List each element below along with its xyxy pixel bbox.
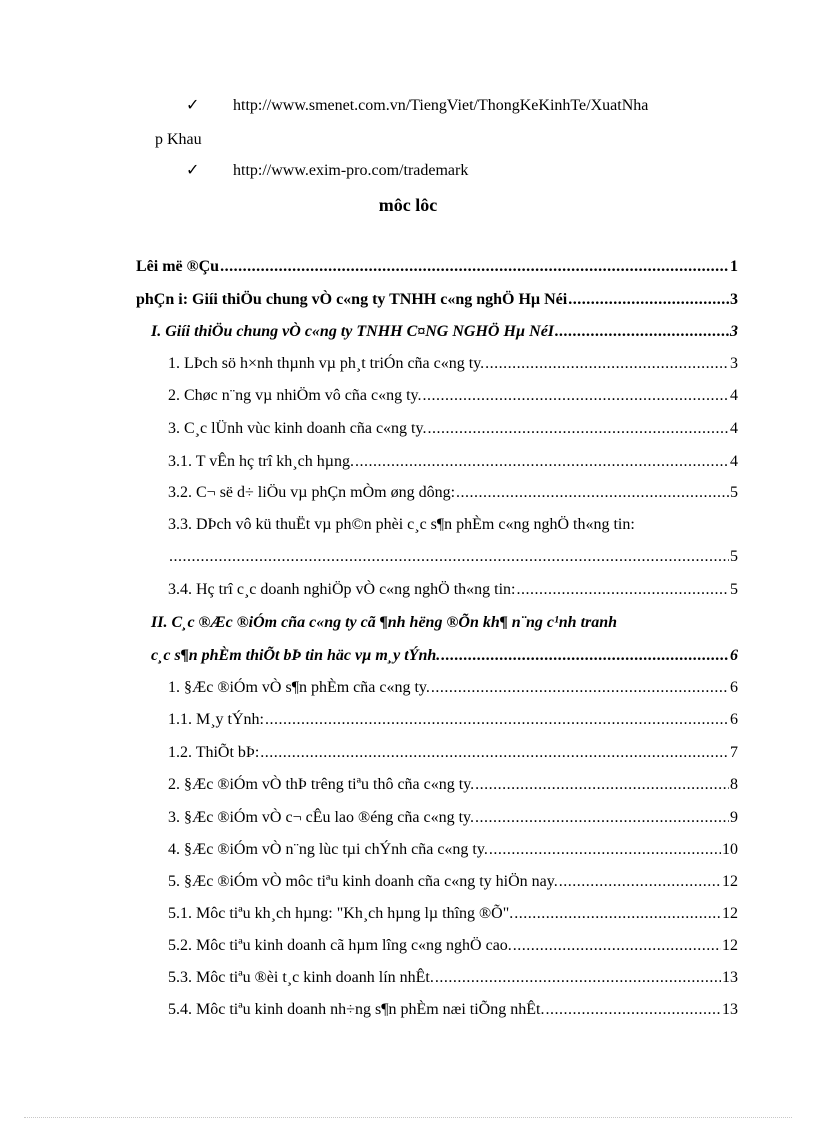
toc-entry[interactable]	[168, 678, 738, 700]
toc-entry-page: 3	[730, 355, 738, 372]
toc-entry-page: 4	[730, 420, 738, 437]
toc-leader-dots	[568, 290, 729, 310]
toc-entry-page: 9	[730, 809, 738, 826]
toc-entry-page: 3	[730, 291, 738, 308]
toc-entry[interactable]	[168, 483, 738, 505]
toc-entry-text[interactable]: II. C¸c ®Æc ®iÓm cña c«ng ty cã ¶nh hëng ®Õn kh¶ n¨ng c¹nh tranh	[151, 614, 618, 631]
toc-leader-dots	[555, 322, 729, 342]
reference-link-smenet[interactable]: http://www.smenet.com.vn/TiengViet/ThongKeKinhTe/XuatNha	[233, 97, 649, 114]
toc-entry-text: 4. §Æc ®iÓm vÒ n¨ng lùc tµi chÝnh cña c«ng ty.	[168, 841, 488, 858]
toc-entry[interactable]	[151, 646, 738, 668]
toc-leader-dots	[514, 904, 721, 924]
toc-entry[interactable]	[151, 322, 738, 344]
checkmark-icon: ✓	[186, 160, 200, 179]
toc-leader-dots	[517, 580, 730, 600]
toc-leader-dots	[475, 775, 729, 795]
toc-leader-dots	[475, 808, 729, 828]
toc-leader-dots	[489, 840, 721, 860]
toc-entry-page: 5	[730, 548, 738, 565]
toc-entry[interactable]	[168, 386, 738, 408]
toc-leader-dots	[355, 452, 729, 472]
reference-link-exim[interactable]: http://www.exim-pro.com/trademark	[233, 162, 469, 179]
toc-entry-text: 3. §Æc ®iÓm vÒ c¬ cÊu lao ®éng cña c«ng ty.	[168, 809, 474, 826]
toc-entry[interactable]	[168, 580, 738, 602]
toc-entry-page: 7	[730, 744, 738, 761]
toc-entry-page: 10	[722, 841, 738, 858]
toc-entry-text: 1.2. ThiÕt bÞ:	[168, 744, 260, 761]
page-bottom-divider	[24, 1117, 792, 1118]
toc-leader-dots	[456, 483, 729, 503]
toc-entry-text: 2. Chøc n¨ng vµ nhiÖm vô cña c«ng ty.	[168, 387, 422, 404]
toc-entry-page: 12	[722, 937, 738, 954]
toc-entry-text: 5.2. Môc tiªu kinh doanh cã hµm lîng c«ng nghÖ cao.	[168, 937, 512, 954]
toc-entry-page: 13	[722, 969, 738, 986]
toc-entry-text: Lêi më ®Çu	[136, 258, 220, 275]
toc-entry[interactable]	[168, 840, 738, 862]
toc-entry-page: 1	[730, 258, 738, 275]
toc-entry-text-continuation: c¸c s¶n phÈm thiÕt bÞ tin häc vµ m¸y tÝnh.	[151, 647, 441, 664]
toc-entry-page: 3	[730, 323, 738, 340]
toc-entry[interactable]	[136, 257, 738, 279]
toc-entry[interactable]	[168, 808, 738, 830]
toc-entry-page: 4	[730, 387, 738, 404]
toc-entry[interactable]	[168, 743, 738, 765]
toc-leader-dots	[545, 1000, 721, 1020]
toc-leader-dots	[169, 547, 729, 567]
toc-entry[interactable]	[136, 290, 738, 312]
toc-entry[interactable]	[168, 1000, 738, 1022]
toc-leader-dots	[435, 968, 721, 988]
checkmark-icon: ✓	[186, 95, 200, 114]
toc-entry-page: 8	[730, 776, 738, 793]
toc-entry-page: 12	[722, 873, 738, 890]
toc-entry[interactable]	[168, 872, 738, 894]
toc-entry[interactable]	[168, 936, 738, 958]
toc-entry-text: 1. LÞch sö h×nh thµnh vµ ph¸t triÓn cña c«ng ty.	[168, 355, 485, 372]
toc-leader-dots	[422, 386, 729, 406]
toc-entry-text: 1. §Æc ®iÓm vÒ s¶n phÈm cña c«ng ty.	[168, 679, 430, 696]
toc-entry-text: phÇn i: Giíi thiÖu chung vÒ c«ng ty TNHH c«ng nghÖ Hµ Néi	[136, 291, 568, 308]
toc-leader-dots	[513, 936, 721, 956]
toc-entry-text: 3.4. Hç trî c¸c doanh nghiÖp vÒ c«ng nghÖ th«ng tin:	[168, 581, 516, 598]
toc-entry[interactable]	[168, 904, 738, 926]
toc-entry-page: 5	[730, 484, 738, 501]
toc-entry[interactable]	[168, 547, 738, 569]
toc-entry[interactable]	[168, 354, 738, 376]
toc-leader-dots	[441, 646, 729, 666]
toc-leader-dots	[559, 872, 721, 892]
toc-entry-page: 6	[730, 711, 738, 728]
toc-entry-page: 12	[722, 905, 738, 922]
reference-link-continuation: p Khau	[155, 131, 202, 148]
toc-entry-text: 3.1. T vÊn hç trî kh¸ch hµng.	[168, 453, 354, 470]
toc-leader-dots	[265, 710, 729, 730]
toc-entry-text: 2. §Æc ®iÓm vÒ thÞ trêng tiªu thô cña c«ng ty.	[168, 776, 475, 793]
toc-entry[interactable]	[168, 419, 738, 441]
toc-leader-dots	[427, 419, 729, 439]
toc-entry-text: 5.4. Môc tiªu kinh doanh nh÷ng s¶n phÈm næi tiÕng nhÊt.	[168, 1001, 545, 1018]
toc-entry-text: 5.3. Môc tiªu ®èi t¸c kinh doanh lín nhÊt.	[168, 969, 434, 986]
toc-title: môc lôc	[378, 195, 438, 215]
toc-leader-dots	[485, 354, 729, 374]
toc-entry[interactable]	[168, 775, 738, 797]
toc-entry-text: I. Giíi thiÖu chung vÒ c«ng ty TNHH C¤NG NGHÖ Hµ NéI	[151, 323, 555, 340]
toc-entry-page: 6	[730, 679, 738, 696]
toc-entry-text: 5. §Æc ®iÓm vÒ môc tiªu kinh doanh cña c«ng ty hiÖn nay.	[168, 873, 558, 890]
toc-entry-page: 5	[730, 581, 738, 598]
toc-entry-text: 3.2. C¬ së d÷ liÖu vµ phÇn mÒm øng dông:	[168, 484, 456, 501]
toc-entry-text: 3. C¸c lÜnh vùc kinh doanh cña c«ng ty.	[168, 420, 427, 437]
toc-entry-page: 6	[730, 647, 738, 664]
toc-entry-page: 13	[722, 1001, 738, 1018]
toc-entry-text[interactable]: 3.3. DÞch vô kü thuËt vµ ph©n phèi c¸c s¶n phÈm c«ng nghÖ th«ng tin:	[168, 516, 635, 533]
toc-entry-page: 4	[730, 453, 738, 470]
toc-entry[interactable]	[168, 710, 738, 732]
toc-entry-text: 5.1. Môc tiªu kh¸ch hµng: "Kh¸ch hµng lµ thîng ®Õ".	[168, 905, 514, 922]
toc-leader-dots	[431, 678, 729, 698]
toc-leader-dots	[220, 257, 729, 277]
toc-entry-text: 1.1. M¸y tÝnh:	[168, 711, 264, 728]
toc-entry[interactable]	[168, 452, 738, 474]
toc-entry[interactable]	[168, 968, 738, 990]
toc-leader-dots	[260, 743, 729, 763]
